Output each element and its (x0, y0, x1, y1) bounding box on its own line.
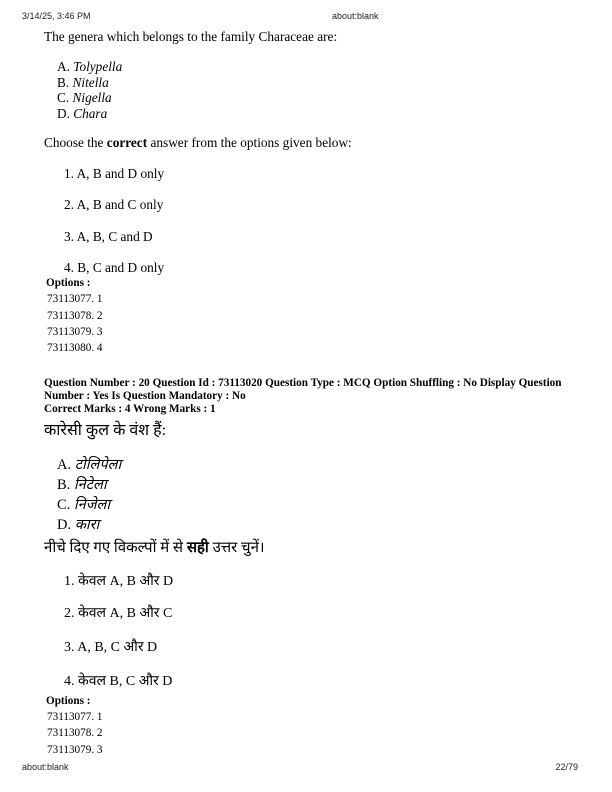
choice-row (57, 59, 122, 75)
choice-letter: B. (57, 75, 70, 90)
header-page-title: about:blank (332, 11, 379, 21)
choice-letter: D. (57, 106, 70, 121)
instruction-bold-word: सही (186, 540, 209, 556)
choice-text: Nitella (72, 75, 109, 90)
answer-option: 2. A, B and C only (64, 197, 164, 212)
answer-option: 4. B, C and D only (64, 260, 165, 275)
choice-row (57, 106, 107, 122)
choice-text: टोलिपेला (74, 457, 122, 473)
option-id: 73113078. 2 (47, 727, 103, 739)
choice-letter: A. (57, 457, 72, 473)
option-id: 73113077. 1 (47, 711, 103, 723)
choice-text: Tolypella (73, 59, 123, 74)
instruction-suffix: answer from the options given below: (147, 135, 352, 150)
option-id: 73113079. 3 (47, 744, 103, 756)
question-metadata-line: Question Number : 20 Question Id : 73113020 Question Type : MCQ Option Shuffling : No Display Question Number : Yes Is Question Mandatory : No (44, 377, 562, 403)
option-id: 73113078. 2 (47, 310, 103, 322)
answer-option: 3. A, B, C और D (64, 640, 158, 655)
choice-row (57, 514, 99, 534)
options-label-english: Options : (46, 277, 91, 289)
choice-text: कारा (74, 517, 100, 533)
answer-option: 4. केवल B, C और D (64, 674, 173, 689)
option-id: 73113079. 3 (47, 326, 103, 338)
choice-text: निटेला (73, 477, 107, 493)
choice-letter: A. (57, 59, 70, 74)
instruction-line-english (44, 135, 352, 151)
option-id: 73113080. 4 (47, 342, 103, 354)
choice-text: Nigella (72, 90, 112, 105)
answer-option: 1. केवल A, B और D (64, 574, 174, 589)
answer-option: 3. A, B, C and D (64, 229, 153, 244)
footer-page-number: 22/79 (555, 762, 578, 772)
choice-letter: B. (57, 477, 71, 493)
choice-row (57, 454, 121, 474)
instruction-prefix: नीचे दिए गए विकल्पों में से (44, 540, 187, 556)
choice-text: निजेला (73, 497, 111, 513)
instruction-prefix: Choose the (44, 135, 107, 150)
answer-option: 1. A, B and D only (64, 166, 165, 181)
instruction-line-hindi (44, 537, 265, 557)
options-label-hindi: Options : (46, 695, 91, 707)
choice-letter: C. (57, 497, 71, 513)
instruction-bold-word: correct (106, 135, 148, 150)
option-id: 73113077. 1 (47, 293, 103, 305)
choice-letter: C. (57, 90, 70, 105)
choice-row (57, 494, 110, 514)
choice-row (57, 90, 112, 106)
question-stem-hindi: कारेसी कुल के वंश हैं: (44, 422, 167, 439)
header-datetime: 3/14/25, 3:46 PM (22, 11, 91, 21)
choice-row (57, 474, 107, 494)
answer-option: 2. केवल A, B और C (64, 606, 173, 621)
choice-text: Chara (73, 106, 108, 121)
choice-row (57, 75, 109, 91)
instruction-suffix: उत्तर चुनें। (208, 540, 265, 556)
question-marks-line: Correct Marks : 4 Wrong Marks : 1 (44, 403, 216, 415)
choice-letter: D. (57, 517, 72, 533)
footer-url: about:blank (22, 762, 69, 772)
question-stem-english: The genera which belongs to the family Characeae are: (44, 29, 338, 44)
